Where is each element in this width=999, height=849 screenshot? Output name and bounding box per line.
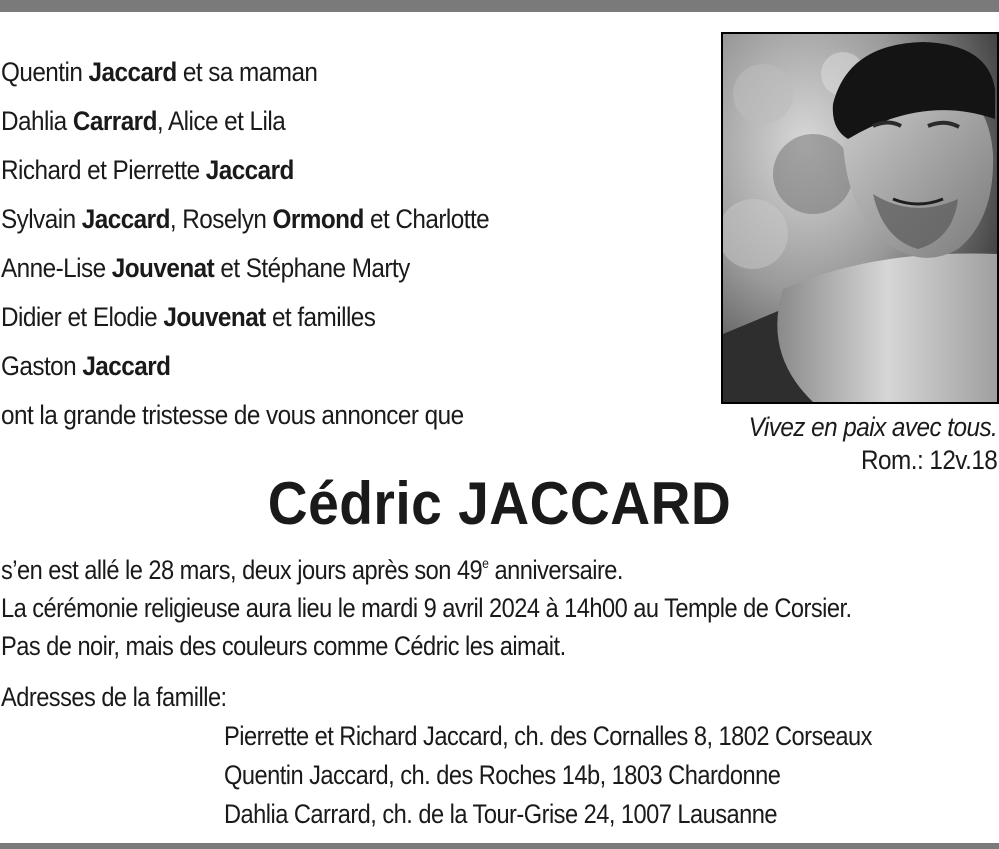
family-text: et sa maman <box>176 57 318 87</box>
family-addresses <box>224 717 965 834</box>
family-line <box>1 199 631 248</box>
top-rule <box>0 0 999 12</box>
quote-text: Vivez en paix avec tous. <box>748 412 997 442</box>
portrait-image <box>723 34 997 402</box>
dress-code-line: Pas de noir, mais des couleurs comme Cédric les aimait. <box>1 631 566 661</box>
deceased-name: Cédric JACCARD <box>267 470 732 537</box>
family-text: Anne-Lise <box>1 253 112 283</box>
address-line: Dahlia Carrard, ch. de la Tour-Grise 24, 1007 Lausanne <box>224 799 777 829</box>
ordinal-suffix: e <box>482 555 489 571</box>
family-text: , Roselyn <box>169 204 273 234</box>
family-line <box>1 52 631 101</box>
notice-body <box>1 551 999 665</box>
ceremony-line: La cérémonie religieuse aura lieu le mardi 9 avril 2024 à 14h00 au Temple de Corsier. <box>1 593 852 623</box>
family-text: Quentin <box>1 57 89 87</box>
family-line <box>1 101 631 150</box>
family-text: ont la grande tristesse de vous annoncer que <box>1 400 464 430</box>
family-surname: Jaccard <box>82 351 171 381</box>
family-text: et Charlotte <box>363 204 490 234</box>
family-surname: Jaccard <box>88 57 177 87</box>
bottom-rule <box>0 843 999 849</box>
family-line <box>1 150 631 199</box>
family-text: et familles <box>265 302 376 332</box>
family-text: Sylvain <box>1 204 82 234</box>
family-line <box>1 297 631 346</box>
family-list <box>1 52 701 444</box>
family-text: et Stéphane Marty <box>214 253 410 283</box>
family-surname: Jaccard <box>81 204 170 234</box>
family-text: Dahlia <box>1 106 73 136</box>
family-text: Didier et Elodie <box>1 302 164 332</box>
death-date-text: s’en est allé le 28 mars, deux jours après son 49 <box>1 555 483 585</box>
family-text: , Alice et Lila <box>156 106 286 136</box>
family-surname: Jouvenat <box>111 253 215 283</box>
family-surname: Ormond <box>272 204 364 234</box>
death-date-text-end: anniversaire. <box>488 555 623 585</box>
announcement-line <box>1 395 631 444</box>
family-surname: Jaccard <box>205 155 294 185</box>
quote-reference: Rom.: 12v.18 <box>860 445 997 475</box>
address-line: Pierrette et Richard Jaccard, ch. des Cornalles 8, 1802 Corseaux <box>224 721 872 751</box>
family-text: Gaston <box>1 351 83 381</box>
family-surname: Carrard <box>72 106 157 136</box>
family-line <box>1 346 631 395</box>
family-line <box>1 248 631 297</box>
addresses-label: Adresses de la famille: <box>1 682 227 712</box>
family-text: Richard et Pierrette <box>1 155 206 185</box>
death-date-line <box>1 551 876 589</box>
address-line: Quentin Jaccard, ch. des Roches 14b, 1803 Chardonne <box>224 760 781 790</box>
portrait-photo <box>721 32 999 404</box>
family-surname: Jouvenat <box>163 302 266 332</box>
